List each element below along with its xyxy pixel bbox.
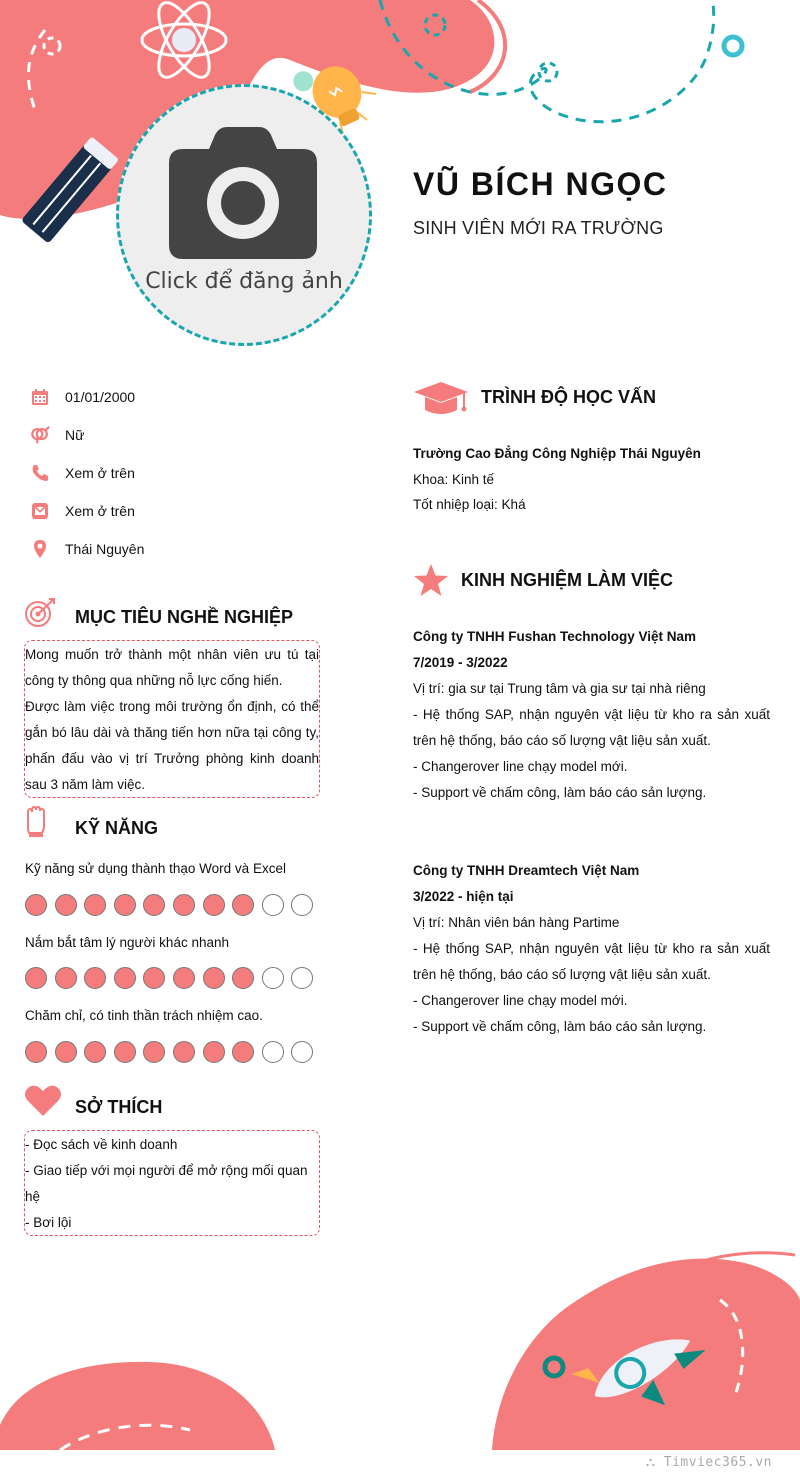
contact-gender-value: Nữ bbox=[65, 427, 85, 443]
rating-dot-filled bbox=[203, 894, 225, 916]
rating-dot-filled bbox=[143, 967, 165, 989]
rating-dot-filled bbox=[114, 967, 136, 989]
rating-dot-filled bbox=[55, 967, 77, 989]
rating-dot-filled bbox=[143, 894, 165, 916]
education-title: TRÌNH ĐỘ HỌC VẤN bbox=[481, 387, 656, 407]
hobby-item: - Bơi lội bbox=[25, 1215, 72, 1230]
contact-address-value: Thái Nguyên bbox=[65, 541, 145, 557]
experience-item bbox=[413, 624, 770, 806]
experience-period: 7/2019 - 3/2022 bbox=[413, 655, 508, 670]
contact-gender bbox=[30, 423, 84, 447]
rating-dot-empty bbox=[291, 967, 313, 989]
experience-title: KINH NGHIỆM LÀM VIỆC bbox=[461, 570, 674, 590]
experience-company: Công ty TNHH Fushan Technology Việt Nam bbox=[413, 629, 697, 644]
skill-name: Chăm chỉ, có tinh thần trách nhiệm cao. bbox=[25, 1008, 263, 1023]
rating-dot-filled bbox=[84, 894, 106, 916]
experience-line: - Support về chấm công, làm báo cáo sản lượng. bbox=[413, 785, 707, 800]
hobbies-list bbox=[25, 1132, 319, 1236]
mail-icon bbox=[30, 501, 50, 521]
experience-line: Vị trí: Nhân viên bán hàng Partime bbox=[413, 915, 620, 930]
rating-dot-filled bbox=[25, 967, 47, 989]
experience-company: Công ty TNHH Dreamtech Việt Nam bbox=[413, 863, 640, 878]
rating-dot-filled bbox=[203, 1041, 225, 1063]
experience-item bbox=[413, 858, 770, 1040]
skill-rating bbox=[25, 894, 321, 916]
rating-dot-filled bbox=[203, 967, 225, 989]
rating-dot-filled bbox=[143, 1041, 165, 1063]
contact-phone-value: Xem ở trên bbox=[65, 465, 135, 481]
rating-dot-filled bbox=[55, 1041, 77, 1063]
rating-dot-filled bbox=[173, 967, 195, 989]
raised-hand-icon bbox=[24, 806, 48, 838]
site-watermark: ⛬ Timviec365.vn bbox=[645, 1455, 772, 1470]
camera-icon bbox=[165, 127, 321, 262]
objective-text bbox=[25, 642, 319, 798]
experience-line: - Changerover line chạy model mới. bbox=[413, 759, 628, 774]
rating-dot-filled bbox=[55, 894, 77, 916]
education-grade: Tốt nhiệp loại: Khá bbox=[413, 497, 526, 512]
rating-dot-filled bbox=[25, 894, 47, 916]
rating-dot-empty bbox=[262, 894, 284, 916]
contact-address bbox=[30, 537, 144, 561]
rating-dot-filled bbox=[173, 1041, 195, 1063]
rating-dot-filled bbox=[84, 1041, 106, 1063]
hobbies-title: SỞ THÍCH bbox=[75, 1097, 163, 1117]
calendar-icon bbox=[30, 387, 50, 407]
objective-title: MỤC TIÊU NGHỀ NGHIỆP bbox=[75, 607, 294, 627]
skill-name: Nắm bắt tâm lý người khác nhanh bbox=[25, 935, 229, 950]
graduation-cap-icon bbox=[413, 380, 469, 416]
rating-dot-filled bbox=[84, 967, 106, 989]
rating-dot-filled bbox=[114, 894, 136, 916]
location-icon bbox=[30, 539, 50, 559]
star-icon bbox=[413, 563, 449, 597]
contact-birthday-value: 01/01/2000 bbox=[65, 389, 136, 405]
rating-dot-filled bbox=[173, 894, 195, 916]
full-name: VŨ BÍCH NGỌC bbox=[413, 166, 668, 202]
hobby-item: - Đọc sách về kinh doanh bbox=[25, 1137, 178, 1152]
heart-icon bbox=[24, 1084, 62, 1118]
skill-rating bbox=[25, 967, 321, 989]
education-faculty: Khoa: Kinh tế bbox=[413, 472, 495, 487]
experience-line: - Support về chấm công, làm báo cáo sản lượng. bbox=[413, 1019, 707, 1034]
rating-dot-empty bbox=[262, 967, 284, 989]
experience-line: - Hệ thống SAP, nhận nguyên vật liệu từ kho ra sản xuất trên hệ thống, báo cáo số lượng vật liệu sản xuất. bbox=[413, 941, 770, 982]
experience-line: - Changerover line chạy model mới. bbox=[413, 993, 628, 1008]
rating-dot-filled bbox=[232, 967, 254, 989]
hobby-item: - Giao tiếp với mọi người để mở rộng mối quan hệ bbox=[25, 1163, 308, 1204]
contact-phone bbox=[30, 461, 135, 485]
objective-line: Mong muốn trở thành một nhân viên ưu tú tại công ty thông qua những nỗ lực cống hiến. bbox=[25, 647, 319, 688]
experience-line: - Hệ thống SAP, nhận nguyên vật liệu từ kho ra sản xuất trên hệ thống, báo cáo số lượng vật liệu sản xuất. bbox=[413, 707, 770, 748]
phone-icon bbox=[30, 463, 50, 483]
skill-rating bbox=[25, 1041, 321, 1063]
rating-dot-empty bbox=[291, 1041, 313, 1063]
objective-line: Được làm việc trong môi trường ổn định, có thể gắn bó lâu dài và thăng tiến hơn nữa tại công ty, phấn đấu vào vị trí Trưởng phòng kinh doanh sau 3 năm làm việc. bbox=[25, 699, 319, 792]
contact-email bbox=[30, 499, 135, 523]
gender-icon bbox=[30, 425, 50, 445]
contact-email-value: Xem ở trên bbox=[65, 503, 135, 519]
skills-title: KỸ NĂNG bbox=[75, 818, 159, 838]
rating-dot-filled bbox=[114, 1041, 136, 1063]
rating-dot-filled bbox=[232, 1041, 254, 1063]
education-school: Trường Cao Đẳng Công Nghiệp Thái Nguyên bbox=[413, 446, 701, 461]
rating-dot-empty bbox=[291, 894, 313, 916]
avatar-upload[interactable] bbox=[116, 84, 372, 346]
experience-period: 3/2022 - hiện tại bbox=[413, 889, 514, 904]
avatar-upload-label: Click để đăng ảnh bbox=[145, 269, 343, 294]
rating-dot-empty bbox=[262, 1041, 284, 1063]
rating-dot-filled bbox=[25, 1041, 47, 1063]
job-title: SINH VIÊN MỚI RA TRƯỜNG bbox=[413, 218, 664, 238]
contact-birthday bbox=[30, 385, 135, 409]
skill-name: Kỹ năng sử dụng thành thạo Word và Excel bbox=[25, 861, 286, 876]
target-icon bbox=[24, 596, 58, 628]
experience-line: Vị trí: gia sư tại Trung tâm và gia sư tại nhà riêng bbox=[413, 681, 706, 696]
rating-dot-filled bbox=[232, 894, 254, 916]
